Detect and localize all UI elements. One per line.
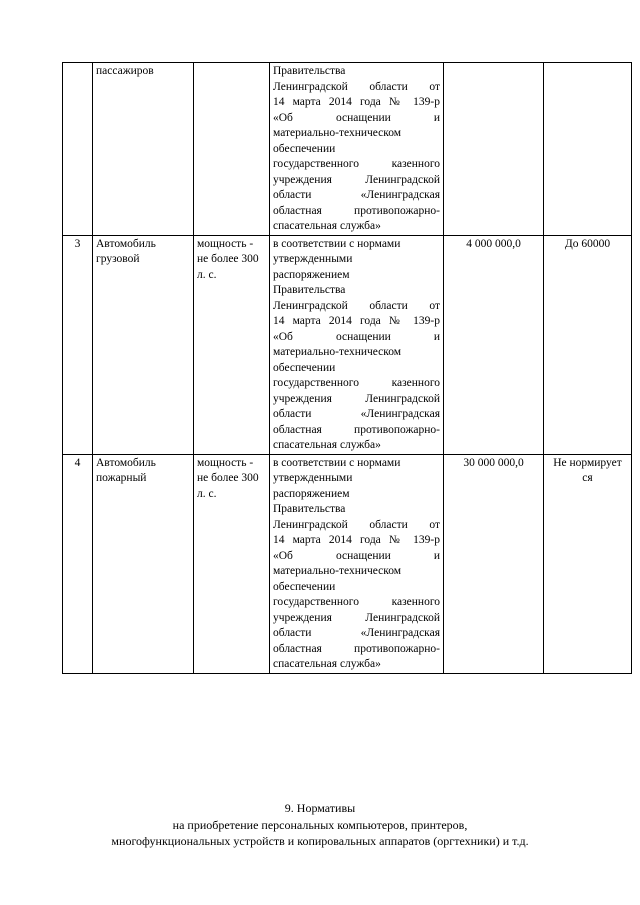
legal-basis-line: Ленинградской области от xyxy=(273,80,440,93)
legal-basis-line: области «Ленинградская xyxy=(273,627,440,639)
legal-basis xyxy=(270,235,444,454)
price-limit: 4 000 000,0 xyxy=(444,235,544,454)
legal-basis-line: в соответствии с нормами xyxy=(273,456,401,469)
price-limit: 30 000 000,0 xyxy=(444,454,544,673)
legal-basis-line: утвержденными xyxy=(273,253,353,265)
vehicle-name: пассажиров xyxy=(93,63,194,236)
legal-basis-line: государственного казенного xyxy=(273,158,440,170)
mileage-limit: Не нормирует ся xyxy=(544,454,632,673)
legal-basis xyxy=(270,454,444,673)
legal-basis-line: распоряжением xyxy=(273,268,350,281)
legal-basis-line: обеспечении xyxy=(273,361,336,374)
section-heading: 9. Нормативы xyxy=(284,801,356,815)
vehicle-name: Автомобиль грузовой xyxy=(93,235,194,454)
legal-basis-line: Ленинградской области от xyxy=(273,518,440,531)
legal-basis-line: спасательная служба» xyxy=(273,658,381,670)
vehicle-spec xyxy=(194,63,270,236)
legal-basis-line: «Об оснащении и xyxy=(273,330,440,343)
legal-basis-line: государственного казенного xyxy=(273,596,440,608)
legal-basis-line: учреждения Ленинградской xyxy=(273,611,440,624)
legal-basis-line: государственного казенного xyxy=(273,377,440,389)
legal-basis-line: областная противопожарно- xyxy=(273,204,440,217)
legal-basis-line: 14 марта 2014 года № 139-р xyxy=(273,534,440,546)
table-row xyxy=(63,235,632,454)
legal-basis-line: спасательная служба» xyxy=(273,439,381,451)
legal-basis-line: утвержденными xyxy=(273,472,353,484)
legal-basis-line: 14 марта 2014 года № 139-р xyxy=(273,96,440,108)
legal-basis-line: Правительства xyxy=(273,284,346,296)
legal-basis-line: областная противопожарно- xyxy=(273,423,440,436)
legal-basis-line: областная противопожарно- xyxy=(273,642,440,655)
price-limit xyxy=(444,63,544,236)
row-number: 4 xyxy=(63,454,93,673)
legal-basis-line: области «Ленинградская xyxy=(273,189,440,201)
legal-basis-line: Правительства xyxy=(273,503,346,515)
section-line-1: на приобретение персональных компьютеров, принтеров, xyxy=(172,817,468,832)
legal-basis-line: спасательная служба» xyxy=(273,220,381,232)
legal-basis-line: материально-техническом xyxy=(273,346,402,358)
table-row xyxy=(63,63,632,236)
legal-basis-line: 14 марта 2014 года № 139-р xyxy=(273,315,440,327)
norms-table xyxy=(62,62,632,674)
legal-basis-line: материально-техническом xyxy=(273,127,402,139)
legal-basis-line: в соответствии с нормами xyxy=(273,237,401,250)
table-row xyxy=(63,454,632,673)
legal-basis-line: обеспечении xyxy=(273,580,336,593)
legal-basis-line: учреждения Ленинградской xyxy=(273,173,440,186)
legal-basis-line: «Об оснащении и xyxy=(273,111,440,124)
legal-basis-line: учреждения Ленинградской xyxy=(273,392,440,405)
legal-basis-line: области «Ленинградская xyxy=(273,408,440,420)
legal-basis xyxy=(270,63,444,236)
section-line-2: многофункциональных устройств и копировальных аппаратов (оргтехники) и т.д. xyxy=(111,834,529,848)
vehicle-name: Автомобиль пожарный xyxy=(93,454,194,673)
legal-basis-line: Ленинградской области от xyxy=(273,299,440,312)
mileage-limit xyxy=(544,63,632,236)
legal-basis-line: обеспечении xyxy=(273,142,336,155)
row-number: 3 xyxy=(63,235,93,454)
legal-basis-line: распоряжением xyxy=(273,487,350,500)
legal-basis-line: материально-техническом xyxy=(273,565,402,577)
legal-basis-line: «Об оснащении и xyxy=(273,549,440,562)
legal-basis-line: Правительства xyxy=(273,65,346,77)
mileage-limit: До 60000 xyxy=(544,235,632,454)
section-9 xyxy=(0,800,640,850)
vehicle-spec: мощность - не более 300 л. с. xyxy=(194,235,270,454)
norms-table-body xyxy=(63,63,632,674)
vehicle-spec: мощность - не более 300 л. с. xyxy=(194,454,270,673)
row-number xyxy=(63,63,93,236)
